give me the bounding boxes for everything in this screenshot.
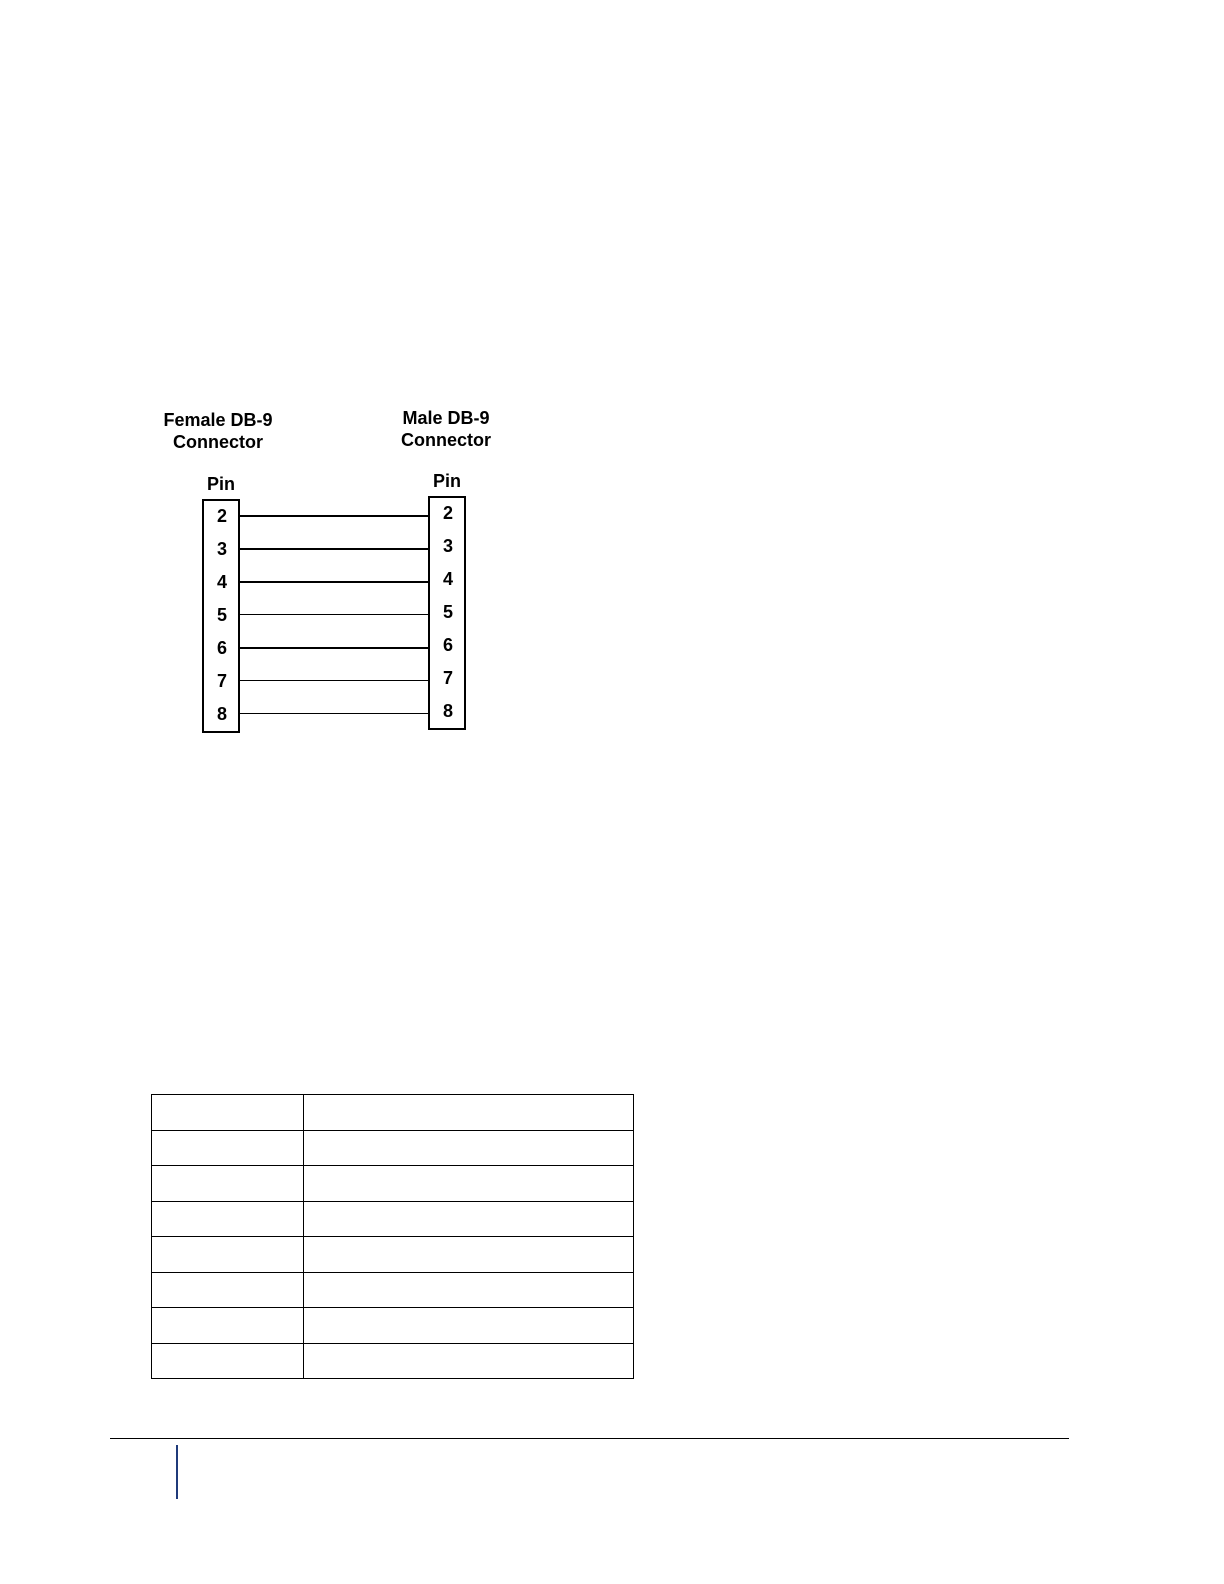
wire-4-to-4: [240, 581, 428, 583]
table-cell: [152, 1272, 304, 1308]
table-cell: [152, 1130, 304, 1166]
female-pin-2: 2: [216, 506, 227, 526]
table-cell: [304, 1201, 634, 1237]
wire-6-to-6: [240, 647, 428, 649]
male-pin-6: 6: [442, 635, 453, 655]
table-row: [152, 1095, 634, 1131]
female-pin-header: Pin: [206, 474, 235, 494]
table-cell: [304, 1095, 634, 1131]
table-cell: [304, 1308, 634, 1344]
female-pin-4: 4: [216, 572, 227, 592]
female-pin-5: 5: [216, 605, 227, 625]
male-pin-8: 8: [442, 701, 453, 721]
male-connector-title-line2: Connector: [401, 430, 491, 450]
footer-rule: [110, 1438, 1069, 1439]
male-connector-title: [376, 407, 516, 451]
table-cell: [304, 1343, 634, 1379]
male-pin-header: Pin: [432, 471, 461, 491]
table-row: [152, 1237, 634, 1273]
table-cell: [152, 1201, 304, 1237]
male-pin-3: 3: [442, 536, 453, 556]
wire-7-to-7: [240, 680, 428, 681]
female-pin-8: 8: [216, 704, 227, 724]
male-pin-5: 5: [442, 602, 453, 622]
male-pin-2: 2: [442, 503, 453, 523]
table-cell: [304, 1130, 634, 1166]
female-pin-3: 3: [216, 539, 227, 559]
male-pin-4: 4: [442, 569, 453, 589]
female-pin-6: 6: [216, 638, 227, 658]
table-cell: [152, 1166, 304, 1202]
male-connector-title-line1: Male DB-9: [402, 408, 490, 428]
table-cell: [304, 1272, 634, 1308]
table-row: [152, 1308, 634, 1344]
pin-table: [151, 1094, 634, 1379]
footer-accent-bar: [176, 1445, 178, 1499]
female-connector-title: [148, 409, 288, 453]
female-connector-title-line1: Female DB-9: [163, 410, 273, 430]
table-cell: [152, 1237, 304, 1273]
wire-5-to-5: [240, 614, 428, 615]
table-row: [152, 1166, 634, 1202]
table-cell: [152, 1095, 304, 1131]
table-row: [152, 1272, 634, 1308]
wire-3-to-3: [240, 548, 428, 550]
table-row: [152, 1130, 634, 1166]
female-pin-7: 7: [216, 671, 227, 691]
table-row: [152, 1201, 634, 1237]
wire-2-to-2: [240, 515, 428, 517]
table-cell: [152, 1308, 304, 1344]
male-pin-7: 7: [442, 668, 453, 688]
table-cell: [152, 1343, 304, 1379]
wire-8-to-8: [240, 713, 428, 714]
table-row: [152, 1343, 634, 1379]
female-connector-title-line2: Connector: [173, 432, 263, 452]
table-cell: [304, 1237, 634, 1273]
table-cell: [304, 1166, 634, 1202]
